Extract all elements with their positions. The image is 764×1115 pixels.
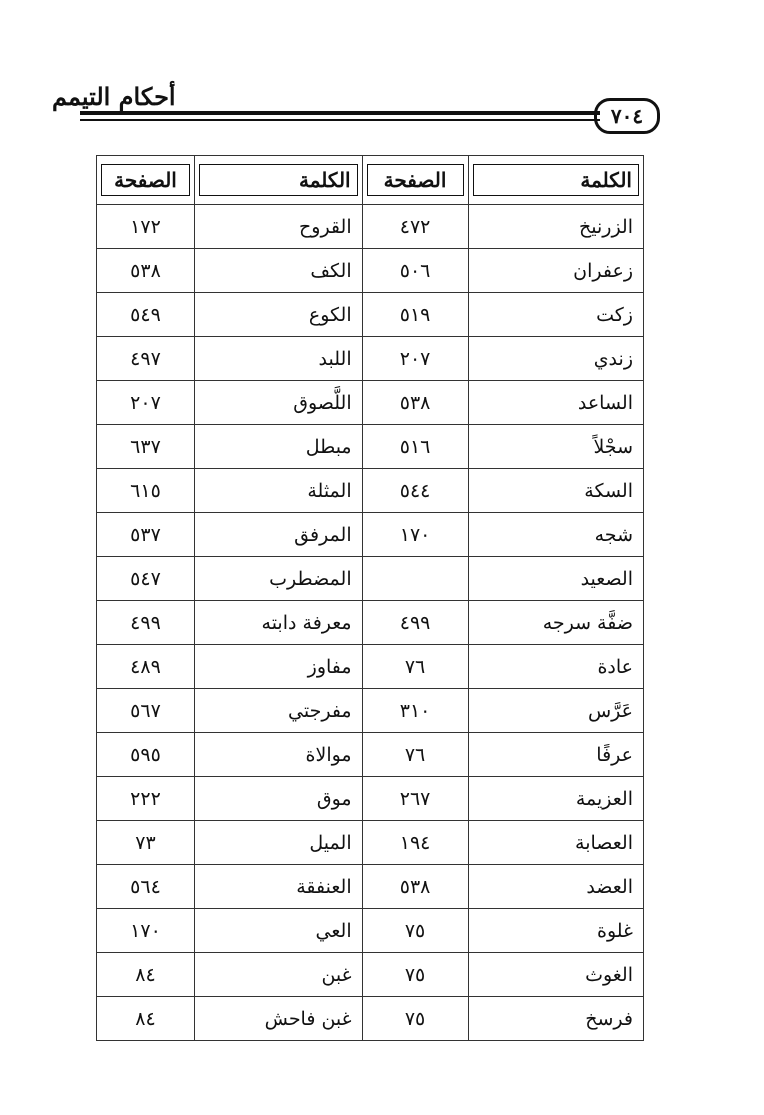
word-cell: الكوع	[194, 293, 362, 337]
table-row	[97, 821, 644, 865]
page-cell: ١٧٢	[97, 205, 195, 249]
word-cell: موق	[194, 777, 362, 821]
table-row	[97, 733, 644, 777]
word-cell: زكت	[468, 293, 644, 337]
page-cell: ٤٩٩	[362, 601, 468, 645]
table-row	[97, 469, 644, 513]
page-cell: ٢٢٢	[97, 777, 195, 821]
page-number: ٧٠٤	[594, 98, 660, 134]
page-cell: ٥٩٥	[97, 733, 195, 777]
table-row	[97, 601, 644, 645]
page-cell: ٥٤٧	[97, 557, 195, 601]
word-cell: زعفران	[468, 249, 644, 293]
page-cell: ٧٥	[362, 997, 468, 1041]
table-row	[97, 249, 644, 293]
page-cell: ٤٩٧	[97, 337, 195, 381]
word-cell: الزرنيخ	[468, 205, 644, 249]
word-cell: القروح	[194, 205, 362, 249]
word-cell: عَرَّس	[468, 689, 644, 733]
page-cell: ٥٤٤	[362, 469, 468, 513]
page-cell: ٤٨٩	[97, 645, 195, 689]
table-row	[97, 293, 644, 337]
table-row	[97, 557, 644, 601]
header-page-1: الصفحة	[362, 156, 468, 205]
word-cell: الساعد	[468, 381, 644, 425]
page-cell: ٥١٦	[362, 425, 468, 469]
page-cell: ٥٦٧	[97, 689, 195, 733]
word-cell: غبن	[194, 953, 362, 997]
page-cell: ٦١٥	[97, 469, 195, 513]
word-cell: غبن فاحش	[194, 997, 362, 1041]
page-cell: ٤٧٢	[362, 205, 468, 249]
word-cell: الكف	[194, 249, 362, 293]
page-cell: ٥٣٨	[97, 249, 195, 293]
page-cell: ٥١٩	[362, 293, 468, 337]
page-cell: ٥٣٧	[97, 513, 195, 557]
page-cell: ٧٣	[97, 821, 195, 865]
page-cell: ٥٠٦	[362, 249, 468, 293]
table-header-row	[97, 156, 644, 205]
word-cell: ضفَّة سرجه	[468, 601, 644, 645]
page-cell: ٨٤	[97, 953, 195, 997]
word-cell: الصعيد	[468, 557, 644, 601]
page-cell: ٨٤	[97, 997, 195, 1041]
word-cell: السكة	[468, 469, 644, 513]
page-cell	[362, 557, 468, 601]
word-cell: عرفًا	[468, 733, 644, 777]
word-cell: غلوة	[468, 909, 644, 953]
page-cell: ٥٦٤	[97, 865, 195, 909]
page-cell: ٢٠٧	[97, 381, 195, 425]
word-cell: المثلة	[194, 469, 362, 513]
page-cell: ٧٥	[362, 953, 468, 997]
page-cell: ١٧٠	[362, 513, 468, 557]
page-cell: ١٩٤	[362, 821, 468, 865]
word-cell: الغوث	[468, 953, 644, 997]
table-row	[97, 777, 644, 821]
table-row	[97, 425, 644, 469]
table-row	[97, 953, 644, 997]
word-cell: المضطرب	[194, 557, 362, 601]
page-cell: ٦٣٧	[97, 425, 195, 469]
page-cell: ١٧٠	[97, 909, 195, 953]
page-cell: ٥٣٨	[362, 865, 468, 909]
page-cell: ٢٠٧	[362, 337, 468, 381]
word-cell: المرفق	[194, 513, 362, 557]
header-word-2: الكلمة	[194, 156, 362, 205]
glossary-index-table	[96, 155, 644, 1041]
page-cell: ٧٦	[362, 645, 468, 689]
word-cell: العنفقة	[194, 865, 362, 909]
word-cell: موالاة	[194, 733, 362, 777]
page-cell: ٢٦٧	[362, 777, 468, 821]
page-cell: ٤٩٩	[97, 601, 195, 645]
page-cell: ٥٣٨	[362, 381, 468, 425]
table-row	[97, 645, 644, 689]
table-row	[97, 513, 644, 557]
header-word-1: الكلمة	[468, 156, 644, 205]
table-row	[97, 381, 644, 425]
word-cell: العضد	[468, 865, 644, 909]
word-cell: شجه	[468, 513, 644, 557]
word-cell: اللبد	[194, 337, 362, 381]
header-page-2: الصفحة	[97, 156, 195, 205]
word-cell: الميل	[194, 821, 362, 865]
word-cell: اللَّصوق	[194, 381, 362, 425]
page-cell: ٧٥	[362, 909, 468, 953]
page-cell: ٣١٠	[362, 689, 468, 733]
word-cell: العصابة	[468, 821, 644, 865]
table-row	[97, 909, 644, 953]
word-cell: مبطل	[194, 425, 362, 469]
table-row	[97, 865, 644, 909]
word-cell: فرسخ	[468, 997, 644, 1041]
word-cell: عادة	[468, 645, 644, 689]
word-cell: سجْلاً	[468, 425, 644, 469]
table-row	[97, 689, 644, 733]
page-cell: ٥٤٩	[97, 293, 195, 337]
header-rule-thick	[80, 111, 600, 115]
word-cell: العي	[194, 909, 362, 953]
word-cell: زندي	[468, 337, 644, 381]
table-row	[97, 205, 644, 249]
table-row	[97, 997, 644, 1041]
word-cell: مفاوز	[194, 645, 362, 689]
word-cell: معرفة دابته	[194, 601, 362, 645]
header-rule-thin	[80, 119, 600, 121]
running-header-title: أحكام التيمم	[52, 82, 176, 111]
word-cell: مفرجتي	[194, 689, 362, 733]
word-cell: العزيمة	[468, 777, 644, 821]
table-row	[97, 337, 644, 381]
page-cell: ٧٦	[362, 733, 468, 777]
